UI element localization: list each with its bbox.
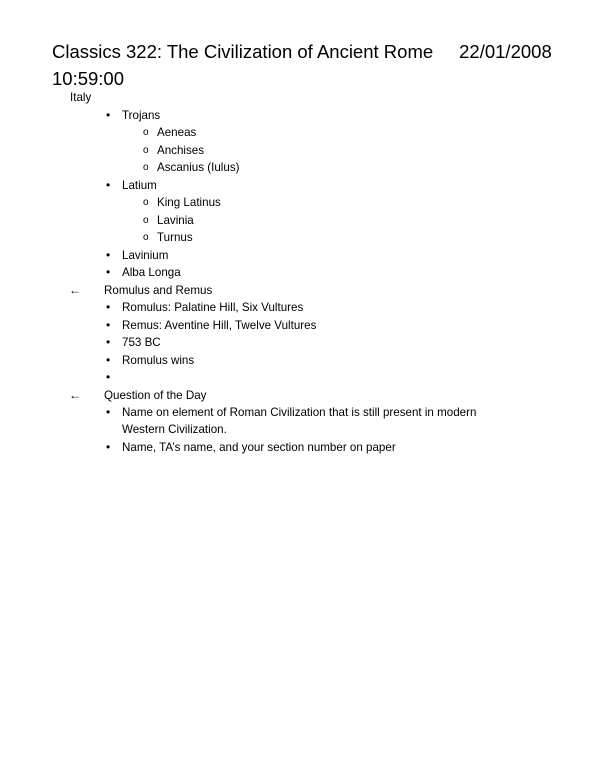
bullet-icon: • <box>106 177 111 192</box>
bullet-icon: • <box>106 440 111 454</box>
circle-bullet-icon: o <box>143 214 149 226</box>
time-text: 10:59:00 <box>52 68 125 89</box>
bullet-icon: • <box>106 405 111 419</box>
bullet-icon: • <box>106 370 111 384</box>
title-text: Classics 322: The Civilization of Ancient Rome <box>52 41 434 62</box>
bullet-icon: • <box>106 247 111 262</box>
bullet-icon: • <box>106 300 111 314</box>
arrow-left-icon: ← <box>69 387 81 402</box>
circle-bullet-icon: o <box>143 144 149 156</box>
circle-bullet-icon: o <box>143 232 149 243</box>
bullet-icon: • <box>106 107 111 122</box>
bullet-icon: • <box>106 265 111 279</box>
bullet-icon: • <box>106 335 111 349</box>
circle-bullet-icon: o <box>143 127 149 138</box>
bullet-icon: • <box>106 317 111 332</box>
circle-bullet-icon: o <box>143 197 149 208</box>
date-text: 22/01/2008 <box>459 41 552 62</box>
bullet-icon: • <box>106 352 111 367</box>
page-title <box>52 38 552 92</box>
arrow-left-icon: ← <box>69 282 81 297</box>
circle-bullet-icon: o <box>143 162 149 173</box>
